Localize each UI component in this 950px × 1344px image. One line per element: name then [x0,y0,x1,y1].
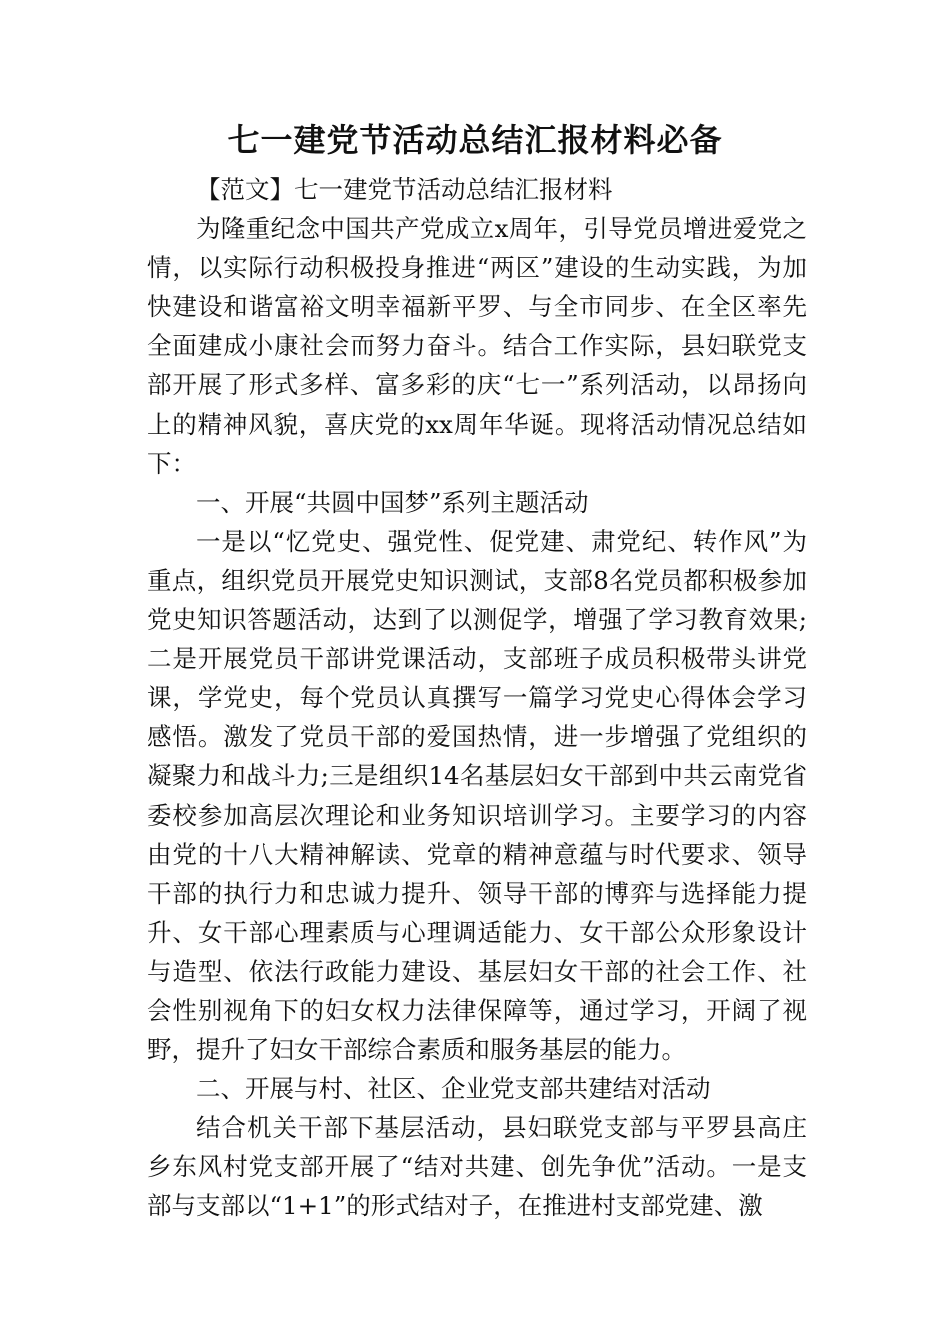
section-heading-1: 一、开展“共圆中国梦”系列主题活动 [196,487,589,517]
section-1-paragraph: 一是以“忆党史、强党性、促党建、肃党纪、转作风”为重点，组织党员开展党史知识测试，支部8名党员都积极参加党史知识答题活动，达到了以测促学，增强了学习教育效果;二是开展党员干部讲党课活动，支部班子成员积极带头讲党课，学党史，每个党员认真撰写一篇学习党史心得体会学习感悟。激发了党员干部的爱国热情，进一步增强了党组织的凝聚力和战斗力;三是组织14名基层妇女干部到中共云南党省委校参加高层次理论和业务知识培训学习。主要学习的内容由党的十八大精神解读、党章的精神意蕴与时代要求、领导干部的执行力和忠诚力提升、领导干部的博弈与选择能力提升、女干部心理素质与心理调适能力、女干部公众形象设计与造型、依法行政能力建设、基层妇女干部的社会工作、社会性别视角下的妇女权力法律保障等，通过学习，开阔了视野，提升了妇女干部综合素质和服务基层的能力。 [147,526,807,1065]
subtitle-paragraph: 【范文】七一建党节活动总结汇报材料 [196,175,613,204]
intro-paragraph: 为隆重纪念中国共产党成立x周年，引导党员增进爱党之情，以实际行动积极投身推进“两区”建设的生动实践，为加快建设和谐富裕文明幸福新平罗、与全市同步、在全区率先全面建成小康社会而努力奋斗。结合工作实际，县妇联党支部开展了形式多样、富多彩的庆“七一”系列活动，以昂扬向上的精神风貌，喜庆党的xx周年华诞。现将活动情况总结如下： [147,214,807,478]
document-title: 七一建党节活动总结汇报材料必备 [227,121,723,159]
document-body [147,170,807,1226]
section-heading-2: 二、开展与村、社区、企业党支部共建结对活动 [196,1074,711,1104]
section-2-paragraph: 结合机关干部下基层活动，县妇联党支部与平罗县高庄乡东风村党支部开展了“结对共建、创先争优”活动。一是支部与支部以“1+1”的形式结对子，在推进村支部党建、激 [147,1113,807,1221]
